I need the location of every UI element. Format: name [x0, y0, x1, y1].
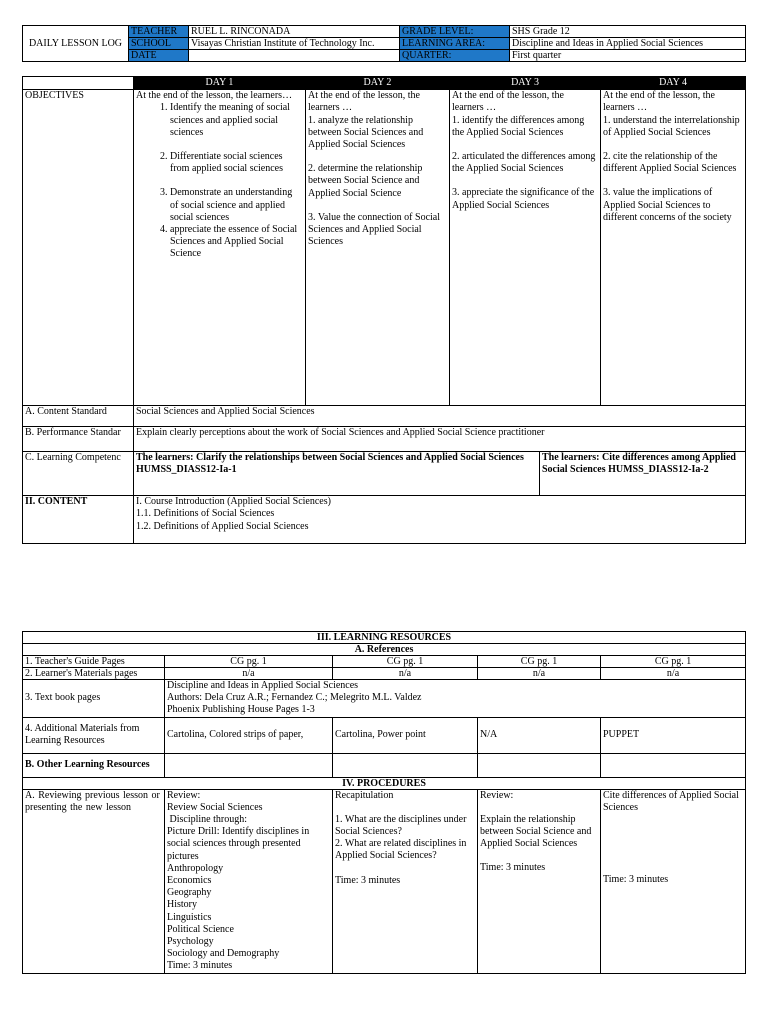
teachers-guide-label: 1. Teacher's Guide Pages	[23, 656, 165, 668]
procedure-line: Psychology	[167, 936, 214, 948]
teacher-label: TEACHER	[129, 26, 189, 38]
learning-area-value: Discipline and Ideas in Applied Social Sciences	[510, 38, 746, 50]
performance-standard-value: Explain clearly perceptions about the work of Social Sciences and Applied Social Science practitioner	[134, 427, 746, 452]
objective-item: 1. analyze the relationship between Social Sciences and Applied Social Sciences	[308, 114, 424, 151]
objective-item: 2. determine the relationship between Social Science and Applied Social Science	[308, 163, 423, 199]
additional-materials-day-1: Cartolina, Colored strips of paper,	[165, 717, 333, 753]
objectives-day-4	[601, 90, 746, 406]
objective-item: 4. appreciate the essence of Social Sciences and Applied Social Science	[170, 224, 303, 261]
procedure-a-day-3	[478, 789, 601, 973]
other-resources-label: B. Other Learning Resources	[23, 753, 165, 777]
learning-competency-label: C. Learning Competenc	[23, 452, 134, 496]
procedure-line: Anthropology	[167, 862, 224, 874]
procedure-line: Economics	[167, 875, 212, 887]
procedure-line: Review:	[480, 789, 514, 801]
learning-resources-title: III. LEARNING RESOURCES	[23, 632, 746, 644]
teachers-guide-day-3: CG pg. 1	[478, 656, 601, 668]
objectives-day-1-list	[136, 102, 303, 260]
teacher-value: RUEL L. RINCONADA	[189, 26, 400, 38]
objectives-day-3	[450, 90, 601, 406]
objectives-day-2-intro: At the end of the lesson, the learners …	[308, 90, 420, 114]
procedure-line: Time: 3 minutes	[167, 960, 233, 972]
content-value	[134, 496, 746, 544]
procedure-line: Political Science	[167, 923, 234, 935]
teachers-guide-day-4: CG pg. 1	[601, 656, 746, 668]
grade-level-value: SHS Grade 12	[510, 26, 746, 38]
additional-materials-day-4: PUPPET	[601, 717, 746, 753]
learners-materials-day-3: n/a	[478, 668, 601, 680]
document-title: DAILY LESSON LOG	[23, 26, 129, 62]
procedure-line: Cite differences of Applied Social Sciences	[603, 789, 739, 813]
lesson-table	[22, 76, 746, 544]
procedure-line: Recapitulation	[335, 789, 394, 801]
procedure-a-day-2	[333, 789, 478, 973]
header-table	[22, 25, 746, 62]
procedure-line: Sociology and Demography	[167, 948, 280, 960]
objective-item: 1. identify the differences among the Applied Social Sciences	[452, 114, 585, 138]
textbook-value	[165, 680, 746, 718]
day-4-header: DAY 4	[601, 77, 746, 90]
content-standard-value: Social Sciences and Applied Social Sciences	[134, 406, 746, 427]
content-line: 1.1. Definitions of Social Sciences	[136, 508, 275, 520]
objective-item: 3. Value the connection of Social Sciences and Applied Social Sciences	[308, 211, 441, 248]
day-1-header: DAY 1	[134, 77, 306, 90]
date-label: DATE	[129, 50, 189, 62]
textbook-line: Phoenix Publishing House Pages 1-3	[167, 704, 315, 716]
objective-item: 2. cite the relationship of the different Applied Social Sciences	[603, 151, 737, 175]
procedure-line: Review Social Sciences	[167, 801, 263, 813]
day-2-header: DAY 2	[306, 77, 450, 90]
date-value	[189, 50, 400, 62]
other-resources-day-2	[333, 753, 478, 777]
objective-item: 3. value the implications of Applied Social Sciences to different concerns of the society	[603, 187, 732, 223]
textbook-line: Authors: Dela Cruz A.R.; Fernandez C.; Melegrito M.L. Valdez	[167, 692, 422, 704]
resources-table	[22, 631, 746, 974]
textbook-label: 3. Text book pages	[23, 680, 165, 718]
objective-item: 1. Identify the meaning of social sciences and applied social sciences	[170, 102, 303, 139]
content-line: I. Course Introduction (Applied Social Sciences)	[136, 496, 331, 508]
objectives-day-3-intro: At the end of the lesson, the learners …	[452, 90, 564, 114]
performance-standard-label: B. Performance Standar	[23, 427, 134, 452]
additional-materials-label: 4. Additional Materials from Learning Resources	[23, 717, 165, 753]
other-resources-day-4	[601, 753, 746, 777]
procedure-line: 2. What are related disciplines in Applied Social Sciences?	[335, 838, 467, 862]
procedure-line: Time: 3 minutes	[335, 874, 401, 886]
objective-item: 3. appreciate the significance of the Applied Social Sciences	[452, 187, 595, 211]
procedure-line: Linguistics	[167, 911, 212, 923]
grade-level-label: GRADE LEVEL:	[400, 26, 510, 38]
content-label: II. CONTENT	[23, 496, 134, 544]
objective-item: 3. Demonstrate an understanding of social science and applied social sciences	[170, 187, 303, 224]
objectives-day-2	[306, 90, 450, 406]
procedure-line: Review:	[167, 789, 201, 801]
procedure-a-label: A. Reviewing previous lesson or presenting the new lesson	[23, 789, 165, 973]
teachers-guide-day-1: CG pg. 1	[165, 656, 333, 668]
content-standard-label: A. Content Standard	[23, 406, 134, 427]
procedure-line: Time: 3 minutes	[480, 862, 546, 874]
objectives-day-1-intro: At the end of the lesson, the learners…	[136, 90, 293, 102]
learning-area-label: LEARNING AREA:	[400, 38, 510, 50]
objective-item: 1. understand the interrelationship of Applied Social Sciences	[603, 114, 740, 138]
objective-item: 2. Differentiate social sciences from applied social sciences	[170, 151, 303, 175]
learning-competency-right: The learners: Cite differences among Applied Social Sciences HUMSS_DIASS12-Ia-2	[540, 452, 746, 496]
procedure-line: History	[167, 899, 197, 911]
school-label: SCHOOL	[129, 38, 189, 50]
content-line: 1.2. Definitions of Applied Social Sciences	[136, 520, 309, 532]
quarter-label: QUARTER:	[400, 50, 510, 62]
objectives-label: OBJECTIVES	[23, 90, 134, 406]
day-3-header: DAY 3	[450, 77, 601, 90]
procedure-line: Picture Drill: Identify disciplines in social sciences through presented pictures	[167, 826, 310, 862]
procedure-line: Geography	[167, 887, 212, 899]
procedure-a-day-1	[165, 789, 333, 973]
textbook-line: Discipline and Ideas in Applied Social Sciences	[167, 680, 359, 691]
procedure-line: Discipline through:	[167, 814, 247, 826]
day-header-blank	[23, 77, 134, 90]
objectives-day-1	[134, 90, 306, 406]
additional-materials-day-3: N/A	[478, 717, 601, 753]
other-resources-day-1	[165, 753, 333, 777]
procedure-line: 1. What are the disciplines under Social Sciences?	[335, 813, 467, 838]
learning-competency-left: The learners: Clarify the relationships between Social Sciences and Applied Social Sciences HUMSS_DIASS12-Ia-1	[134, 452, 540, 496]
learners-materials-label: 2. Learner's Materials pages	[23, 668, 165, 680]
objective-item: 2. articulated the differences among the Applied Social Sciences	[452, 151, 596, 175]
teachers-guide-day-2: CG pg. 1	[333, 656, 478, 668]
references-title: A. References	[23, 644, 746, 656]
additional-materials-day-2: Cartolina, Power point	[333, 717, 478, 753]
learners-materials-day-4: n/a	[601, 668, 746, 680]
objectives-day-4-intro: At the end of the lesson, the learners …	[603, 90, 715, 114]
school-value: Visayas Christian Institute of Technology Inc.	[189, 38, 400, 50]
procedures-title: IV. PROCEDURES	[23, 777, 746, 789]
learners-materials-day-1: n/a	[165, 668, 333, 680]
learners-materials-day-2: n/a	[333, 668, 478, 680]
procedure-a-day-4	[601, 789, 746, 973]
procedure-line: Explain the relationship between Social Science and Applied Social Sciences	[480, 813, 592, 850]
quarter-value: First quarter	[510, 50, 746, 62]
other-resources-day-3	[478, 753, 601, 777]
procedure-line: Time: 3 minutes	[603, 874, 669, 886]
